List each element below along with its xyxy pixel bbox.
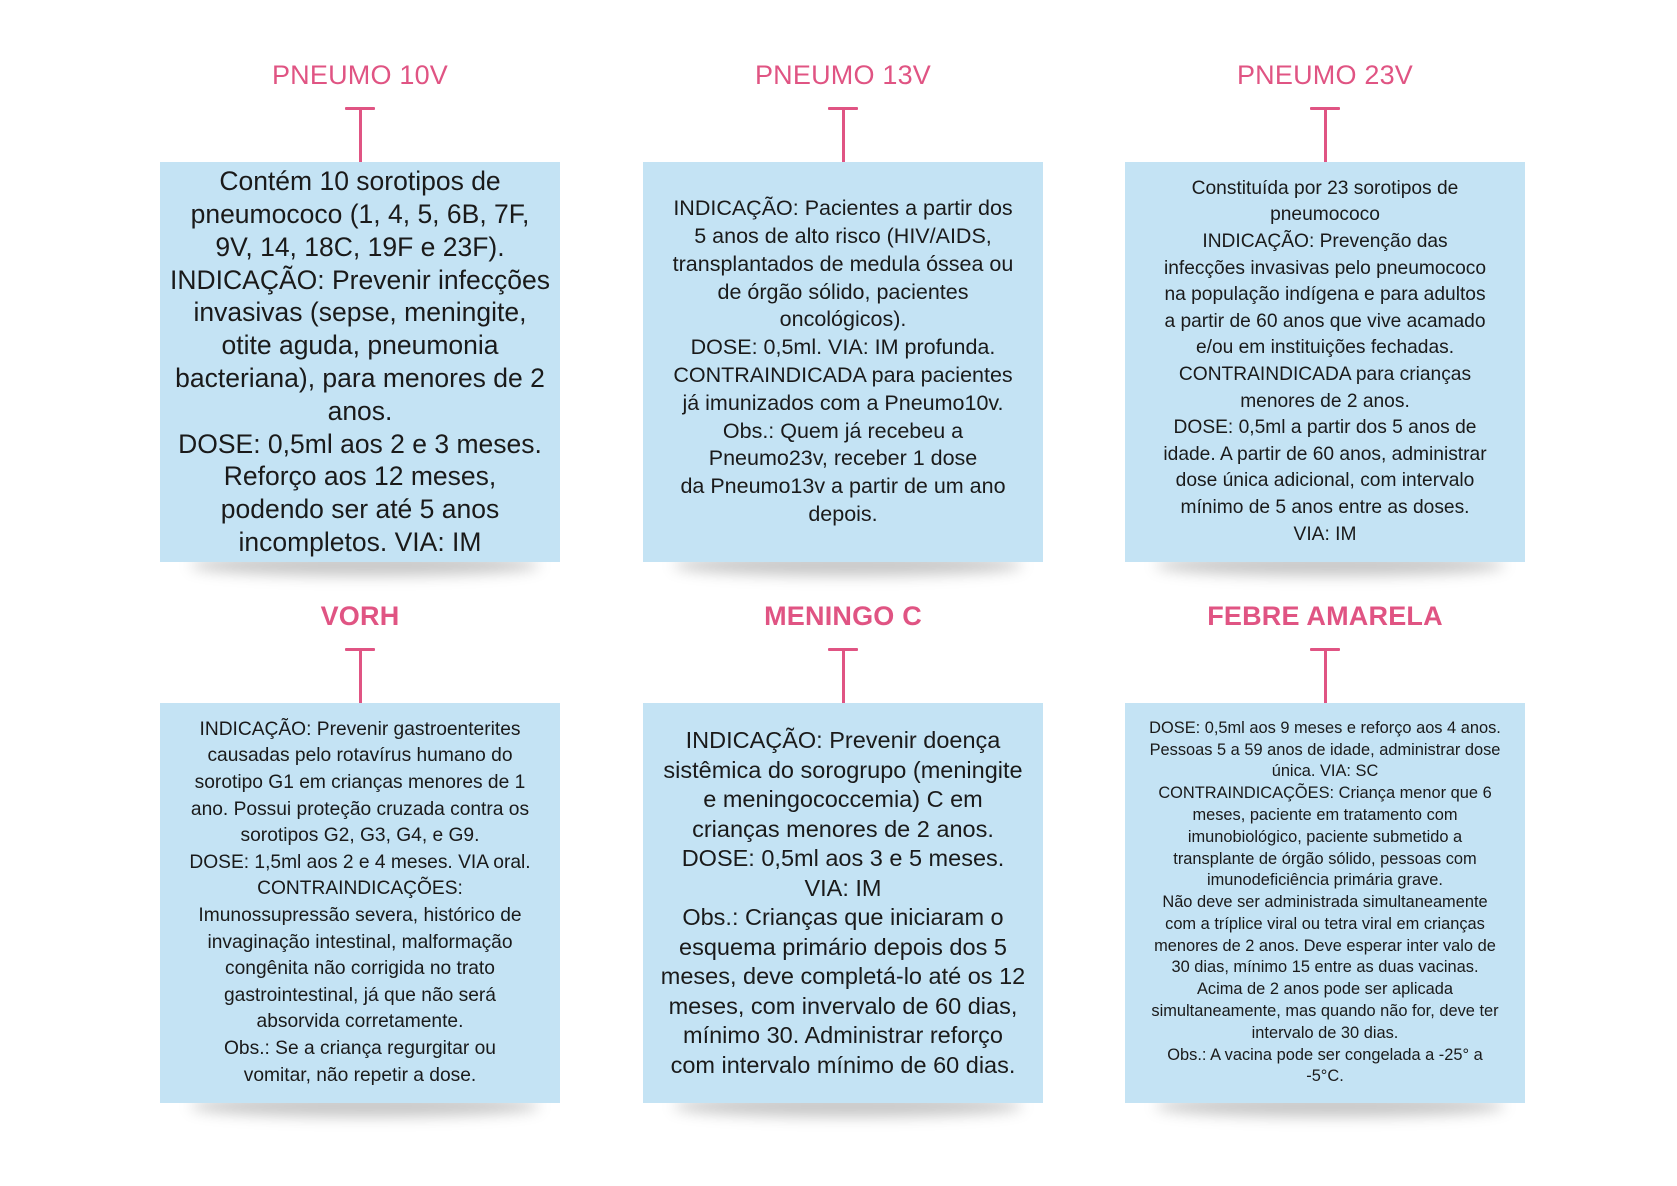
card-line: Reforço aos 12 meses, — [223, 461, 497, 492]
card-line: Pessoas 5 a 59 anos de idade, administrar dose — [1149, 740, 1501, 759]
card-title: FEBRE AMARELA — [1207, 601, 1443, 631]
card-body — [643, 162, 1043, 562]
card-line: na população indígena e para adultos — [1164, 284, 1486, 306]
card-title: PNEUMO 13V — [754, 60, 932, 90]
card-line: menores de 2 anos. Deve esperar inter valo de — [1154, 936, 1496, 955]
card-body — [1125, 703, 1525, 1103]
card-line: bacteriana), para menores de 2 — [175, 363, 545, 393]
card-line: mínimo de 5 anos entre as doses. — [1180, 496, 1470, 518]
card-line: DOSE: 0,5ml aos 2 e 3 meses. — [178, 428, 542, 459]
card-line: ano. Possui proteção cruzada contra os — [190, 798, 530, 820]
card-line: gastrointestinal, já que não será — [223, 984, 496, 1006]
connector-icon — [1310, 648, 1340, 708]
card-line: VIA: IM — [804, 874, 882, 901]
card-line: Não deve ser administrada simultaneamente — [1162, 893, 1488, 912]
card-line: VIA: IM — [1293, 523, 1357, 545]
card-line: meses, paciente em tratamento com — [1192, 805, 1458, 824]
card-line: infecções invasivas pelo pneumococo — [1163, 257, 1487, 279]
card-line: -5°C. — [1306, 1067, 1344, 1086]
card-line: sistêmica do sorogrupo (meningite — [663, 756, 1023, 783]
card-line: esquema primário depois dos 5 — [679, 933, 1007, 960]
card-line: a partir de 60 anos que vive acamado — [1164, 310, 1486, 332]
card-line: transplantados de medula óssea ou — [672, 251, 1014, 276]
card-line: com a tríplice viral ou tetra viral em crianças — [1165, 914, 1485, 933]
card-line: 9V, 14, 18C, 19F e 23F). — [215, 231, 505, 262]
card-line: de órgão sólido, pacientes — [717, 279, 969, 304]
card-line: sorotipos G2, G3, G4, e G9. — [240, 825, 480, 847]
card-line: Obs.: A vacina pode ser congelada a -25° a — [1167, 1045, 1483, 1064]
card-line: CONTRAINDICAÇÕES: Criança menor que 6 — [1158, 784, 1492, 803]
card-line: meses, deve completá-lo até os 12 — [660, 963, 1026, 989]
connector-icon — [828, 107, 858, 167]
card-line: Contém 10 sorotipos de — [219, 166, 501, 197]
card-line: simultaneamente, mas quando não for, deve ter — [1151, 1002, 1499, 1021]
card-title: MENINGO C — [764, 601, 922, 631]
card-line: podendo ser até 5 anos — [220, 494, 500, 525]
card-line: otite aguda, pneumonia — [221, 330, 499, 361]
card-line: Imunossupressão severa, histórico de — [198, 905, 522, 926]
card-line: e/ou em instituições fechadas. — [1195, 337, 1455, 359]
card-line: INDICAÇÃO: Pacientes a partir dos — [673, 196, 1013, 221]
card-line: da Pneumo13v a partir de um ano — [680, 474, 1006, 499]
connector-icon — [345, 648, 375, 708]
card-line: anos. — [327, 395, 393, 426]
card-line: INDICAÇÃO: Prevenção das — [1202, 231, 1448, 253]
card-line: mínimo 30. Administrar reforço — [683, 1022, 1003, 1048]
card-line: Obs.: Crianças que iniciaram o — [682, 904, 1004, 930]
connector-icon — [828, 648, 858, 708]
card-line: absorvida corretamente. — [256, 1011, 464, 1033]
card-line: imunobiológico, paciente submetido a — [1187, 827, 1463, 846]
card-line: CONTRAINDICAÇÕES: — [257, 878, 463, 900]
card-body — [160, 703, 560, 1103]
card-line: pneumococo — [1270, 204, 1380, 226]
card-line: DOSE: 0,5ml aos 3 e 5 meses. — [681, 845, 1005, 871]
card-line: crianças menores de 2 anos. — [692, 815, 994, 842]
card-line: Pneumo23v, receber 1 dose — [708, 446, 978, 471]
card-title: PNEUMO 10V — [271, 60, 449, 90]
card-line: DOSE: 1,5ml aos 2 e 4 meses. VIA oral. — [189, 851, 531, 873]
connector-icon — [1310, 107, 1340, 167]
card-line: Obs.: Quem já recebeu a — [722, 418, 964, 443]
card-line: já imunizados com a Pneumo10v. — [682, 390, 1004, 415]
card-line: idade. A partir de 60 anos, administrar — [1163, 443, 1487, 465]
card-line: INDICAÇÃO: Prevenir infecções — [170, 264, 550, 295]
card-title: VORH — [320, 601, 400, 631]
card-body — [643, 703, 1043, 1103]
card-line: invaginação intestinal, malformação — [207, 931, 513, 953]
card-line: invasivas (sepse, meningite, — [193, 297, 527, 328]
card-line: causadas pelo rotavírus humano do — [207, 745, 513, 767]
card-line: pneumococo (1, 4, 5, 6B, 7F, — [190, 199, 530, 230]
card-line: Constituída por 23 sorotipos de — [1191, 177, 1459, 199]
card-line: intervalo de 30 dias. — [1251, 1023, 1399, 1042]
card-line: única. VIA: SC — [1271, 762, 1379, 781]
card-line: meses, com invervalo de 60 dias, — [668, 992, 1018, 1019]
card-title: PNEUMO 23V — [1236, 60, 1414, 90]
card-line: Acima de 2 anos pode ser aplicada — [1196, 980, 1454, 999]
card-line: DOSE: 0,5ml a partir dos 5 anos de — [1173, 417, 1477, 439]
card-line: incompletos. VIA: IM — [238, 526, 482, 557]
card-line: sorotipo G1 em crianças menores de 1 — [194, 772, 526, 794]
connector-icon — [345, 107, 375, 167]
card-line: transplante de órgão sólido, pessoas com — [1173, 849, 1477, 868]
card-line: dose única adicional, com intervalo — [1175, 470, 1475, 492]
card-line: CONTRAINDICADA para pacientes — [673, 363, 1013, 387]
card-line: com intervalo mínimo de 60 dias. — [670, 1051, 1016, 1078]
card-line: menores de 2 anos. — [1240, 390, 1410, 412]
card-line: 30 dias, mínimo 15 entre as duas vacinas. — [1171, 958, 1479, 977]
card-line: depois. — [808, 501, 878, 526]
card-line: vomitar, não repetir a dose. — [243, 1064, 477, 1086]
card-line: imunodeficiência primária grave. — [1207, 871, 1443, 890]
card-line: Obs.: Se a criança regurgitar ou — [224, 1037, 496, 1059]
card-body — [160, 162, 560, 562]
card-line: INDICAÇÃO: Prevenir doença — [685, 727, 1001, 753]
card-line: DOSE: 0,5ml aos 9 meses e reforço aos 4 anos. — [1149, 718, 1501, 737]
card-line: e meningococcemia) C em — [703, 786, 983, 812]
card-line: DOSE: 0,5ml. VIA: IM profunda. — [690, 335, 996, 360]
card-body — [1125, 162, 1525, 562]
card-line: congênita não corrigida no trato — [225, 958, 495, 980]
card-line: CONTRAINDICADA para crianças — [1178, 364, 1472, 385]
card-line: oncológicos). — [779, 307, 907, 332]
card-line: 5 anos de alto risco (HIV/AIDS, — [694, 224, 992, 249]
card-line: INDICAÇÃO: Prevenir gastroenterites — [199, 718, 521, 740]
